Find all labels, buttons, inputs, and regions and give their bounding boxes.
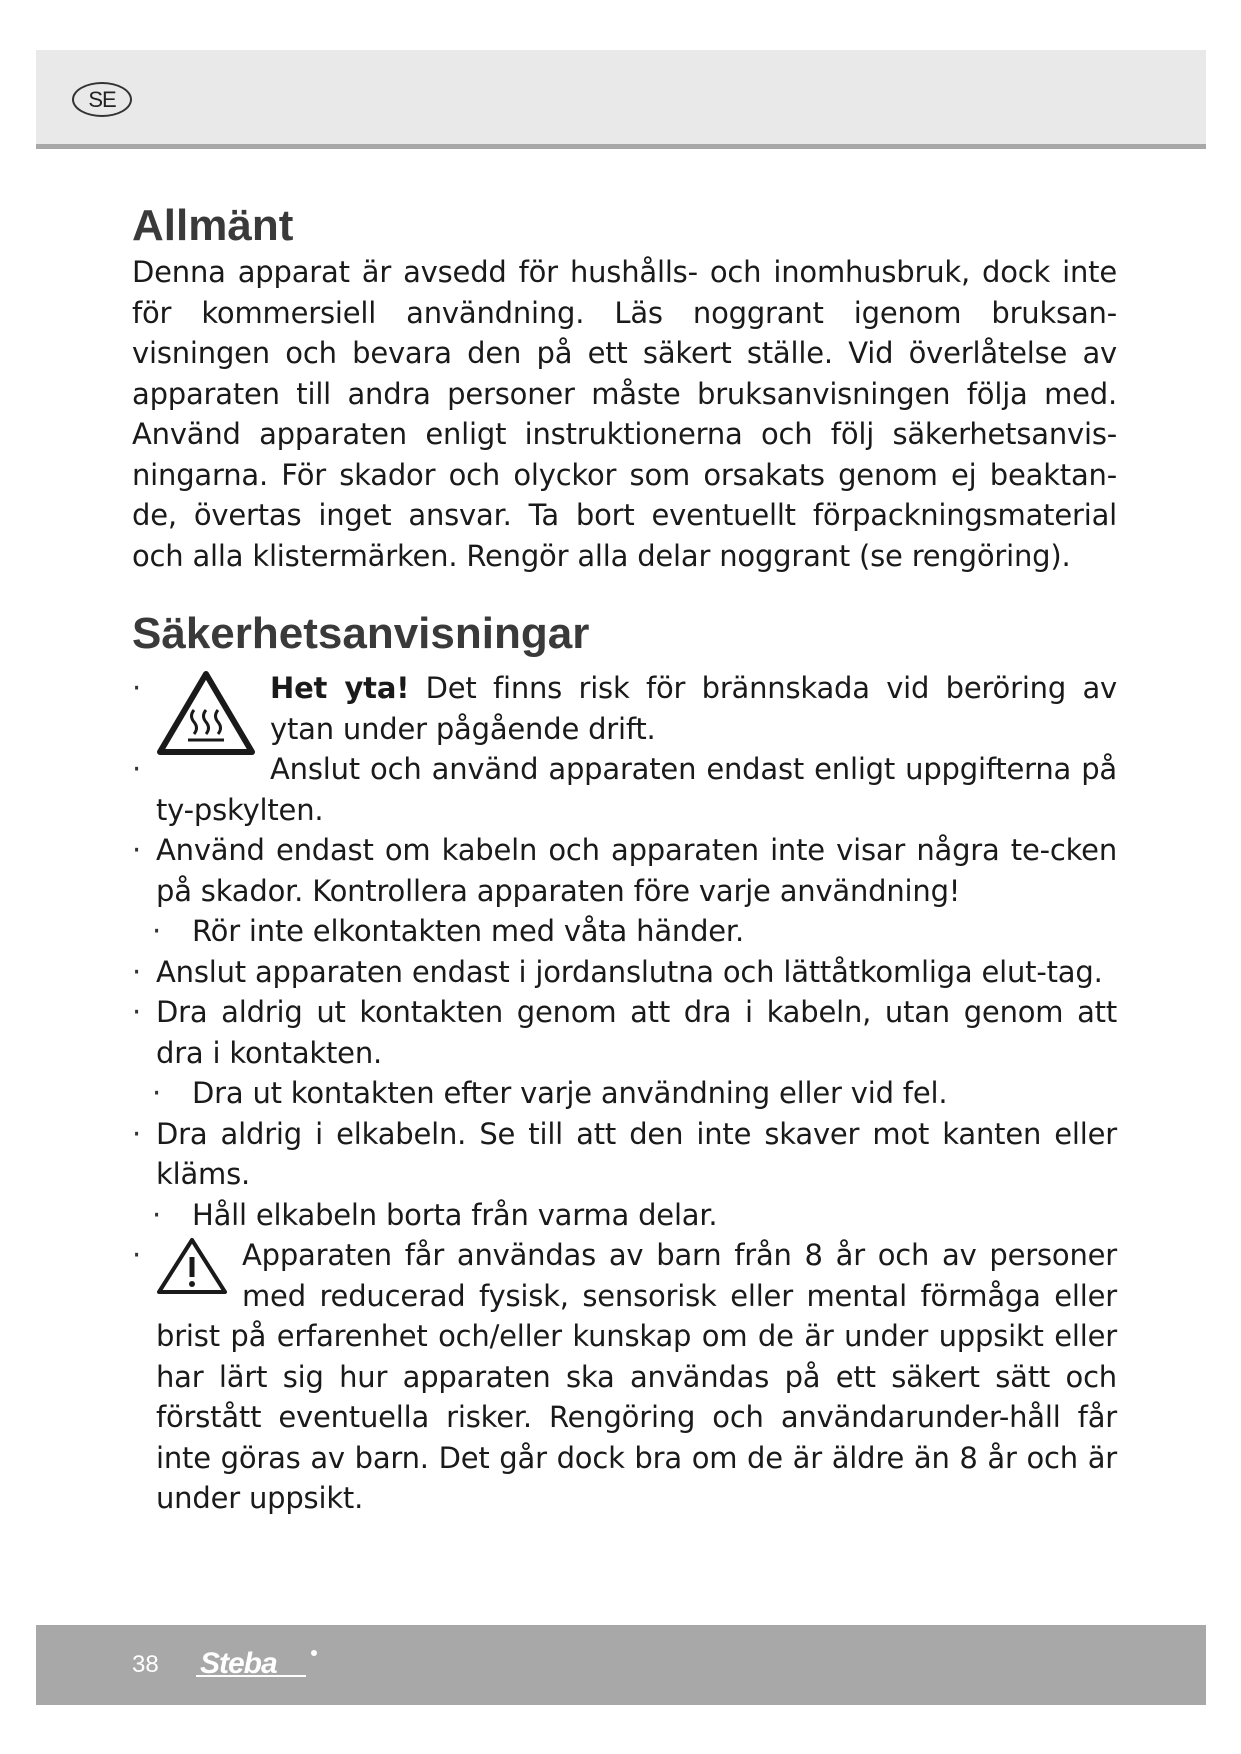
safety-item-children-warning — [132, 1235, 1117, 1519]
safety-item: · Använd endast om kabeln och apparaten inte visar några te-cken på skador. Kontrollera apparaten före varje användning! — [132, 830, 1117, 911]
general-paragraph: Denna apparat är avsedd för hushålls- och inomhusbruk, dock inte för kommersiell användning. Läs noggrant igenom bruksan-visningen och bevara den på ett säkert ställe. Vid överlåtelse av apparaten till andra personer måste bruksanvisningen följa med. Använd apparaten enligt instruktionerna och följ säkerhetsanvis-ningarna. För skador och olyckor som orsakats genom ej beaktan-de, övertas inget ansvar. Ta bort eventuellt förpackningsmaterial och alla klistermärken. Rengör alla delar noggrant (se rengöring). — [132, 255, 1117, 573]
hot-surface-text: Det finns risk för brännskada vid beröring av ytan under pågående drift. — [270, 671, 1117, 746]
hot-surface-warning-icon — [156, 670, 256, 756]
page-number: 38 — [132, 1651, 159, 1678]
safety-item: · Håll elkabeln borta från varma delar. — [132, 1195, 1117, 1236]
safety-item: · Anslut och använd apparaten endast enligt uppgifterna på ty-pskylten. — [132, 749, 1117, 830]
safety-item: · Dra aldrig ut kontakten genom att dra i kabeln, utan genom att dra i kontakten. — [132, 992, 1117, 1073]
safety-item: · Dra aldrig i elkabeln. Se till att den inte skaver mot kanten eller kläms. — [132, 1114, 1117, 1195]
safety-item-hot-surface — [132, 668, 1117, 749]
language-badge: SE — [72, 82, 132, 117]
steba-logo — [196, 1643, 326, 1683]
section-title-general: Allmänt — [132, 201, 294, 250]
page-content — [132, 200, 1117, 1519]
svg-text:Steba: Steba — [200, 1647, 277, 1680]
section-title-safety: Säkerhetsanvisningar — [132, 609, 590, 658]
safety-item: · Rör inte elkontakten med våta händer. — [132, 911, 1117, 952]
footer-band — [36, 1625, 1206, 1705]
safety-list — [132, 668, 1117, 1519]
children-warning-text: Apparaten får användas av barn från 8 år och av personer med reducerad fysisk, sensorisk eller mental förmåga eller brist på erfarenhet och/eller kunskap om de är under uppsikt eller har lärt sig hur apparaten ska användas på ett säkert sätt och förstått eventuella risker. Rengöring och användarunder-håll får inte göras av barn. Det går dock bra om de är äldre än 8 år och är under uppsikt. — [156, 1238, 1117, 1515]
safety-item: · Anslut apparaten endast i jordanslutna och lättåtkomliga elut-tag. — [132, 952, 1117, 993]
hot-surface-lead: Het yta! — [270, 671, 410, 705]
safety-item: · Dra ut kontakten efter varje användning eller vid fel. — [132, 1073, 1117, 1114]
header-band — [36, 50, 1206, 149]
warning-exclamation-icon — [156, 1237, 228, 1295]
